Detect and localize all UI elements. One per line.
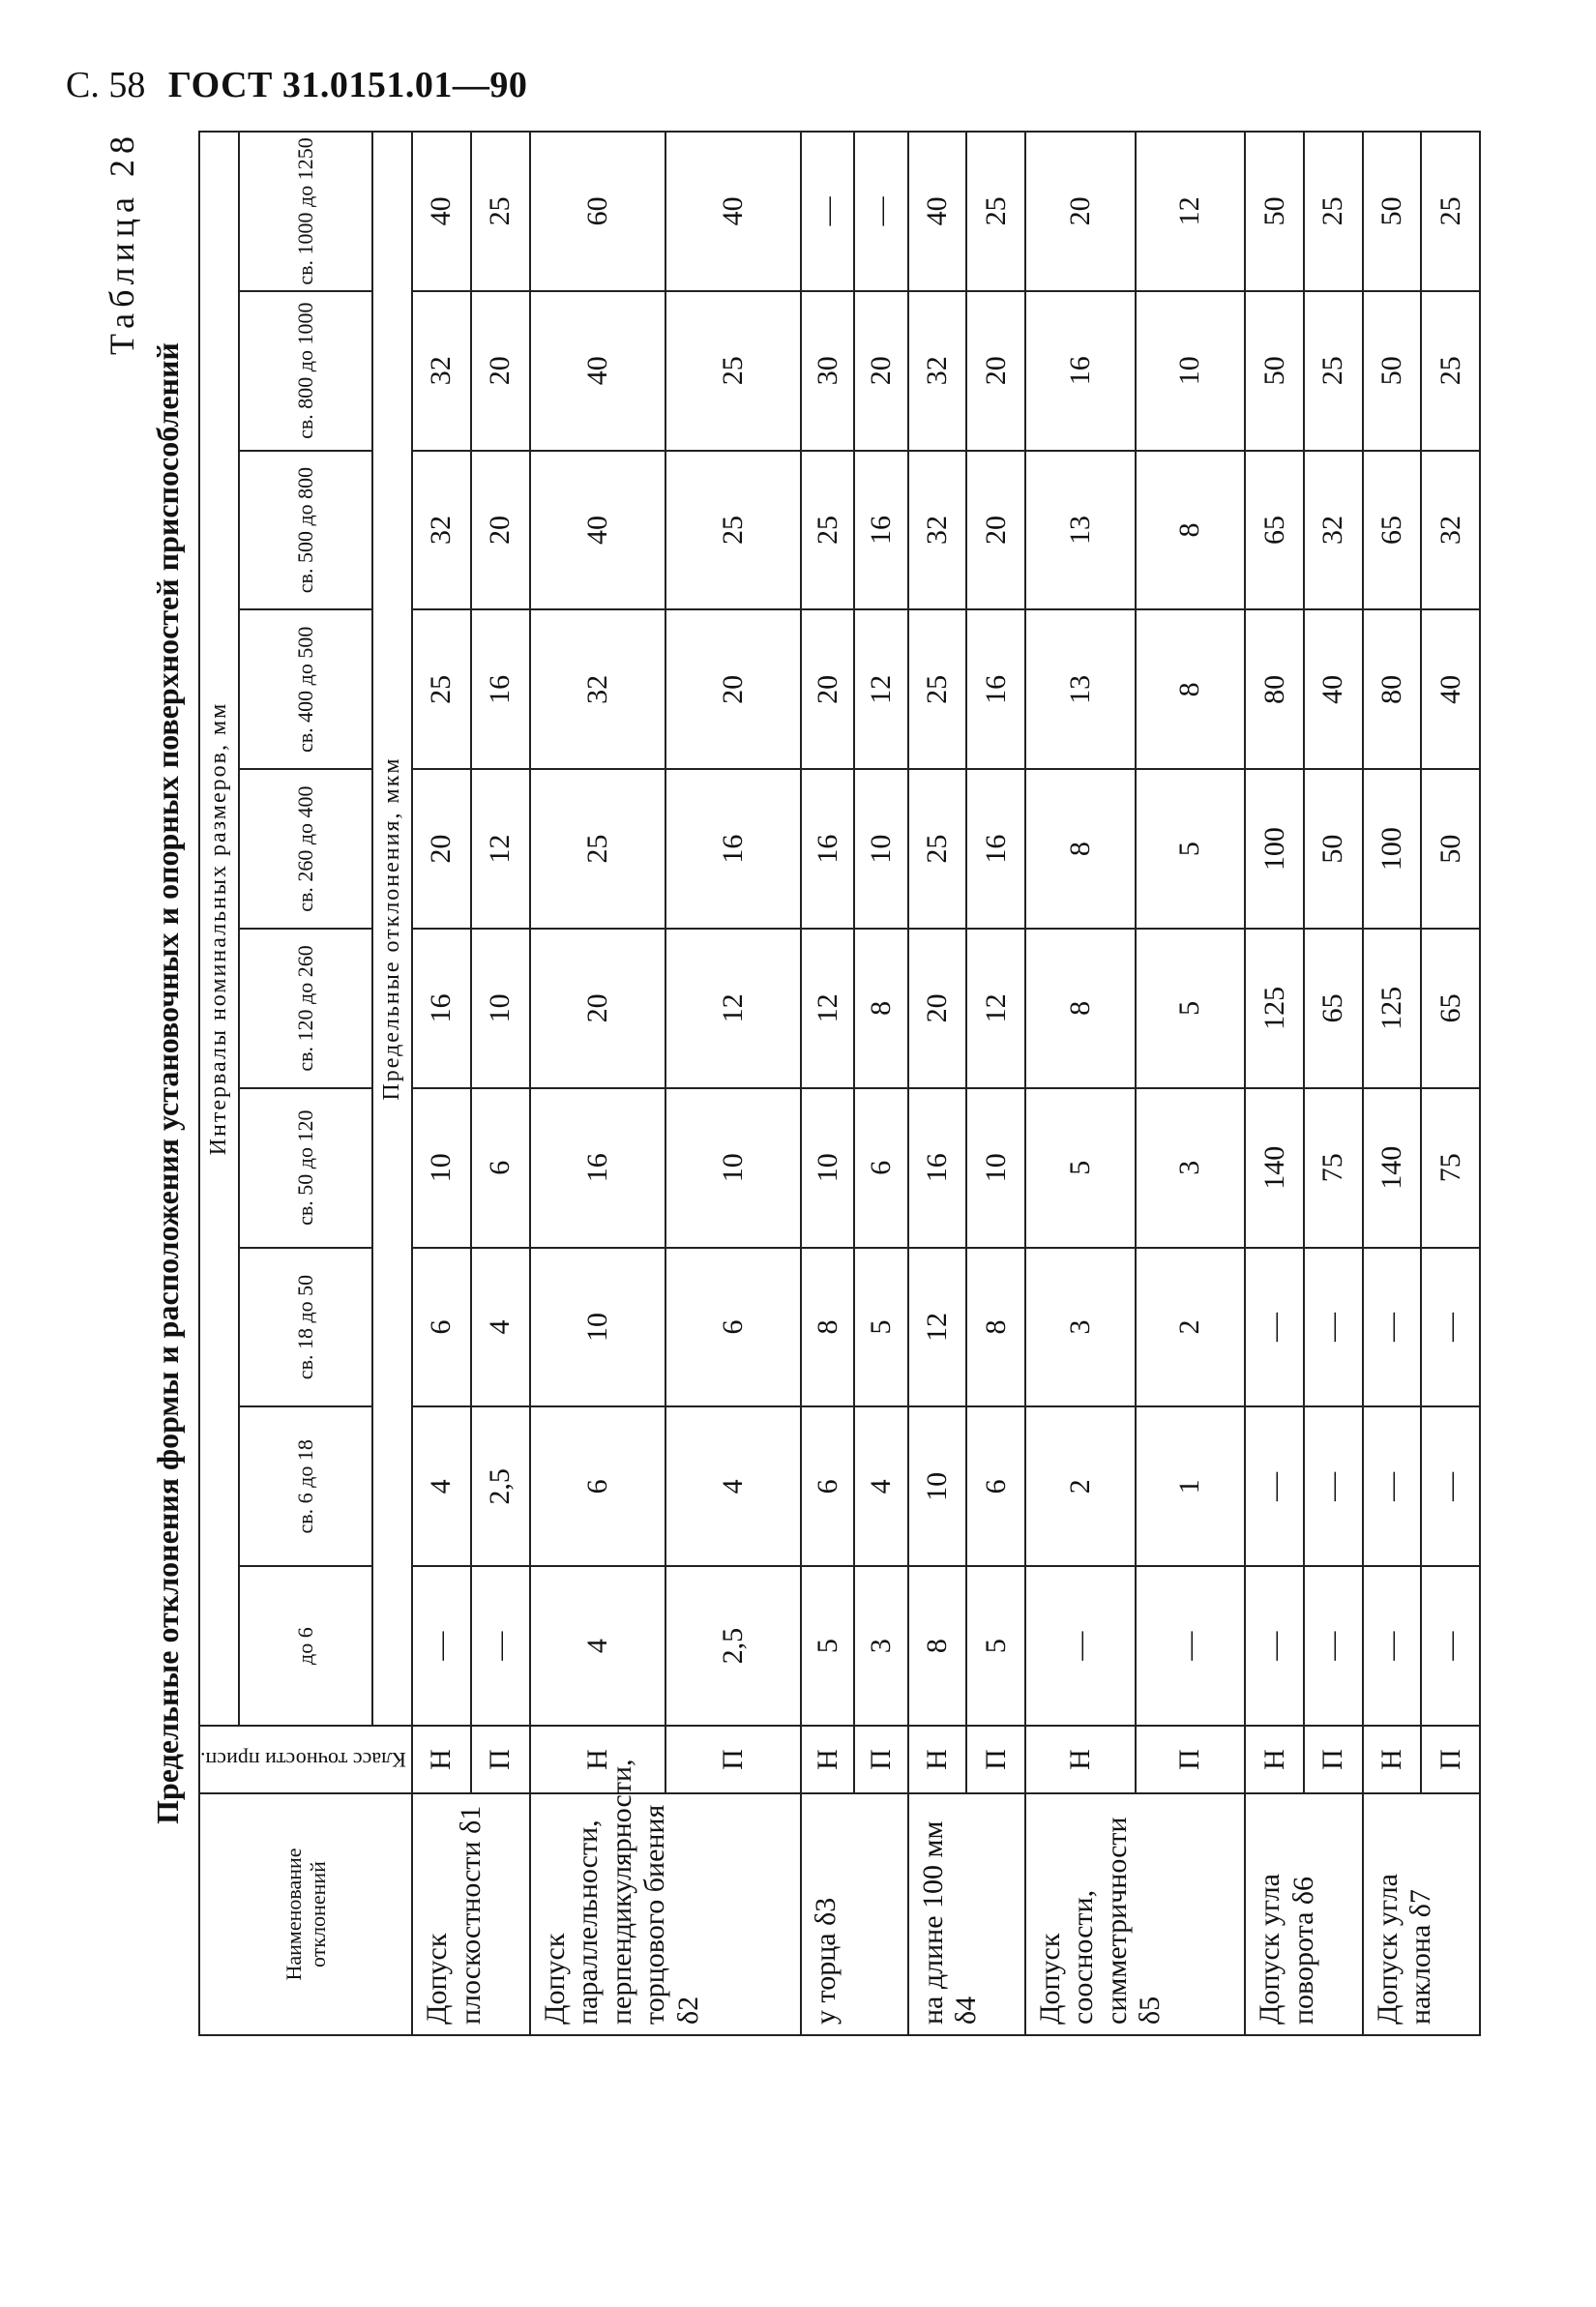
table-row [801,132,854,2035]
deviation-value: — [1421,1566,1480,1726]
deviation-value: 50 [1363,291,1422,451]
deviation-name: Допуск угла поворота δ6 [1245,1793,1362,2035]
deviation-value: 10 [530,1248,665,1407]
deviations-header: Предельные отклонения, мкм [372,132,412,1726]
table-label: Таблица 28 [103,131,141,355]
deviation-value: 8 [1136,451,1246,610]
deviation-value: 20 [471,291,530,451]
deviation-value: 16 [471,609,530,769]
deviation-value: 125 [1363,929,1422,1088]
col-class-header: Класс точности присп. [199,1726,412,1793]
deviation-value: 100 [1245,769,1304,929]
deviation-value: 65 [1304,929,1363,1088]
page-number: С. 58 [66,65,146,105]
deviation-value: 20 [471,451,530,610]
deviation-value: 50 [1421,769,1480,929]
table-row [471,132,530,2035]
table-row [1025,132,1136,2035]
deviation-value: 10 [854,769,907,929]
intervals-header: Интервалы номинальных размеров, мм [199,132,239,1726]
deviation-value: 40 [1304,609,1363,769]
standard-number: ГОСТ 31.0151.01—90 [167,65,528,105]
deviation-value: 32 [412,291,471,451]
deviation-value: 20 [908,929,967,1088]
deviation-value: 6 [412,1248,471,1407]
accuracy-class: Н [1025,1726,1136,1793]
deviation-value: 50 [1245,291,1304,451]
deviation-value: 16 [665,769,801,929]
interval-column-header: св. 260 до 400 [239,769,372,929]
deviation-value: 20 [966,291,1025,451]
deviation-value: 50 [1304,769,1363,929]
accuracy-class: П [854,1726,907,1793]
deviation-value: 5 [801,1566,854,1726]
interval-column-header: св. 800 до 1000 [239,291,372,451]
deviation-value: — [801,132,854,291]
rotated-table-area [103,131,1543,2036]
deviation-value: 50 [1245,132,1304,291]
accuracy-class: Н [412,1726,471,1793]
deviation-value: 25 [665,291,801,451]
deviation-value: 60 [530,132,665,291]
deviation-value: 20 [665,609,801,769]
deviation-value: 80 [1363,609,1422,769]
deviation-value: — [1025,1566,1136,1726]
deviation-value: 20 [966,451,1025,610]
deviation-value: 25 [1304,291,1363,451]
deviation-value: 25 [665,451,801,610]
deviation-value: 8 [966,1248,1025,1407]
deviation-value: 8 [854,929,907,1088]
accuracy-class: Н [530,1726,665,1793]
deviation-value: 4 [854,1406,907,1566]
deviation-value: 12 [665,929,801,1088]
deviation-name: на длине 100 мм δ4 [908,1793,1025,2035]
deviation-value: 5 [1136,769,1246,929]
deviation-value: 6 [530,1406,665,1566]
deviation-value: 5 [1025,1088,1136,1248]
deviation-value: 3 [1025,1248,1136,1407]
deviation-value: — [1363,1566,1422,1726]
deviation-value: 32 [908,291,967,451]
deviation-value: 8 [908,1566,967,1726]
deviation-value: 10 [966,1088,1025,1248]
deviation-value: 6 [665,1248,801,1407]
deviation-value: 10 [665,1088,801,1248]
deviation-value: 16 [412,929,471,1088]
deviation-value: 40 [665,132,801,291]
table-row [1136,132,1246,2035]
deviation-value: 1 [1136,1406,1246,1566]
table-row [908,132,967,2035]
accuracy-class: П [665,1726,801,1793]
deviation-value: 40 [908,132,967,291]
interval-column-header: св. 120 до 260 [239,929,372,1088]
col-name-header: Наименование отклонений [199,1793,412,2035]
deviation-value: 6 [854,1088,907,1248]
deviation-value: — [412,1566,471,1726]
deviation-value: 4 [412,1406,471,1566]
deviation-value: 32 [908,451,967,610]
deviation-value: 12 [908,1248,967,1407]
accuracy-class: П [1304,1726,1363,1793]
table-row [665,132,801,2035]
interval-column-header: св. 6 до 18 [239,1406,372,1566]
deviation-value: 25 [908,769,967,929]
interval-column-header: св. 400 до 500 [239,609,372,769]
deviation-value: 12 [1136,132,1246,291]
deviation-value: 32 [1304,451,1363,610]
deviation-value: 25 [908,609,967,769]
deviation-value: 13 [1025,451,1136,610]
interval-column-header: св. 50 до 120 [239,1088,372,1248]
deviation-value: 3 [1136,1088,1246,1248]
deviation-value: — [1363,1248,1422,1407]
deviation-value: 75 [1304,1088,1363,1248]
deviation-value: 8 [801,1248,854,1407]
deviation-value: 50 [1363,132,1422,291]
deviation-value: 6 [801,1406,854,1566]
deviation-value: 80 [1245,609,1304,769]
accuracy-class: П [1136,1726,1246,1793]
table-row [1421,132,1480,2035]
deviation-value: — [1136,1566,1246,1726]
deviation-value: 32 [412,451,471,610]
accuracy-class: Н [801,1726,854,1793]
deviation-value: 8 [1025,929,1136,1088]
deviation-value: 20 [530,929,665,1088]
deviation-value: 100 [1363,769,1422,929]
deviation-value: 140 [1363,1088,1422,1248]
accuracy-class: Н [1245,1726,1304,1793]
deviation-value: 16 [1025,291,1136,451]
deviation-value: 10 [471,929,530,1088]
deviation-value: — [471,1566,530,1726]
deviation-value: 32 [1421,451,1480,610]
deviation-value: 25 [412,609,471,769]
interval-column-header: св. 500 до 800 [239,451,372,610]
accuracy-class: Н [908,1726,967,1793]
deviation-value: 4 [665,1406,801,1566]
table-row [1363,132,1422,2035]
deviation-value: 3 [854,1566,907,1726]
deviation-value: 16 [966,769,1025,929]
deviation-value: 32 [530,609,665,769]
deviation-value: 2,5 [665,1566,801,1726]
deviation-value: 5 [966,1566,1025,1726]
deviation-value: 40 [530,291,665,451]
deviation-value: 10 [1136,291,1246,451]
deviation-value: 25 [530,769,665,929]
deviation-value: 40 [1421,609,1480,769]
table-row [966,132,1025,2035]
deviation-value: 2,5 [471,1406,530,1566]
deviation-value: 40 [412,132,471,291]
deviation-value: — [1421,1406,1480,1566]
deviation-value: — [1245,1248,1304,1407]
deviation-value: 8 [1025,769,1136,929]
deviation-value: 25 [471,132,530,291]
deviation-value: 12 [854,609,907,769]
deviation-value: — [1363,1406,1422,1566]
deviation-value: — [1245,1406,1304,1566]
deviation-value: 20 [854,291,907,451]
deviation-value: 16 [530,1088,665,1248]
deviation-value: 25 [1304,132,1363,291]
interval-column-header: св. 1000 до 1250 [239,132,372,291]
deviation-value: 20 [412,769,471,929]
accuracy-class: П [471,1726,530,1793]
interval-column-header: до 6 [239,1566,372,1726]
deviation-value: 12 [966,929,1025,1088]
deviation-value: 65 [1363,451,1422,610]
deviation-table [198,131,1466,2036]
table-row [530,132,665,2035]
deviation-value: — [1421,1248,1480,1407]
deviation-value: 25 [801,451,854,610]
deviation-value: — [1304,1406,1363,1566]
deviation-value: 65 [1421,929,1480,1088]
table-row [1245,132,1304,2035]
deviation-value: — [1245,1566,1304,1726]
deviation-value: 4 [530,1566,665,1726]
deviation-value: 13 [1025,609,1136,769]
deviation-value: 12 [471,769,530,929]
deviation-value: 2 [1136,1248,1246,1407]
deviation-name: Допуск плоскостности δ1 [412,1793,529,2035]
table-row [412,132,471,2035]
accuracy-class: П [966,1726,1025,1793]
deviation-value: 16 [908,1088,967,1248]
deviation-name: Допуск параллельности, перпендикулярности, торцового биения δ2 [530,1793,801,2035]
deviation-value: 6 [471,1088,530,1248]
deviation-value: — [1304,1566,1363,1726]
deviation-value: 8 [1136,609,1246,769]
deviation-name: Допуск соосности, симметричности δ5 [1025,1793,1245,2035]
accuracy-class: П [1421,1726,1480,1793]
table-title: Предельные отклонения формы и расположения установочных и опорных поверхностей приспособлений [150,342,185,1824]
table-row [1304,132,1363,2035]
deviation-name: Допуск угла наклона δ7 [1363,1793,1480,2035]
deviation-value: — [854,132,907,291]
deviation-value: 65 [1245,451,1304,610]
deviation-value: 25 [1421,291,1480,451]
page-header [66,64,527,106]
deviation-name: у торца δ3 [801,1793,908,2035]
table-row [854,132,907,2035]
deviation-value: 10 [412,1088,471,1248]
deviation-value: 6 [966,1406,1025,1566]
accuracy-class: Н [1363,1726,1422,1793]
deviation-value: 20 [801,609,854,769]
deviation-value: 30 [801,291,854,451]
deviation-value: 12 [801,929,854,1088]
deviation-value: 25 [966,132,1025,291]
deviation-value: 10 [908,1406,967,1566]
deviation-value: 140 [1245,1088,1304,1248]
deviation-value: 2 [1025,1406,1136,1566]
deviation-value: 25 [1421,132,1480,291]
deviation-value: 5 [1136,929,1246,1088]
deviation-value: 16 [854,451,907,610]
deviation-value: 16 [966,609,1025,769]
deviation-value: 5 [854,1248,907,1407]
deviation-value: 75 [1421,1088,1480,1248]
deviation-value: 16 [801,769,854,929]
deviation-value: 4 [471,1248,530,1407]
deviation-value: 40 [530,451,665,610]
deviation-value: 125 [1245,929,1304,1088]
interval-column-header: св. 18 до 50 [239,1248,372,1407]
deviation-value: 20 [1025,132,1136,291]
deviation-value: 10 [801,1088,854,1248]
deviation-value: — [1304,1248,1363,1407]
